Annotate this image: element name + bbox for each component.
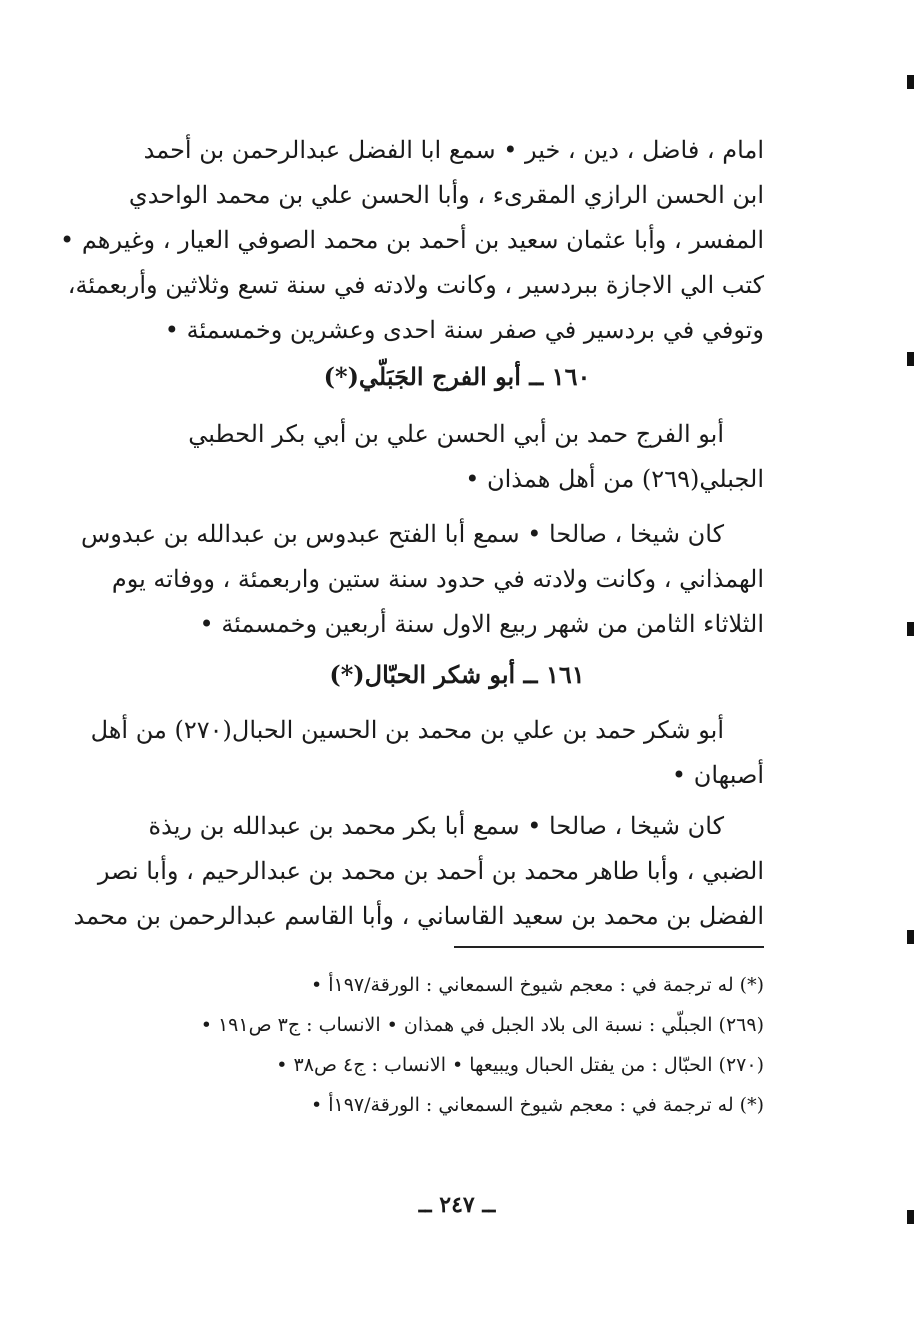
text-line: الفضل بن محمد بن سعيد القاساني ، وأبا القاسم عبدالرحمن بن محمد bbox=[73, 902, 764, 930]
page-number: ــ ٢٤٧ ــ bbox=[418, 1192, 496, 1218]
footnote: (*) له ترجمة في : معجم شيوخ السمعاني : الورقة/١٩٧أ • bbox=[310, 1094, 764, 1116]
entry-161-bio bbox=[90, 708, 764, 798]
text-line: كان شيخا ، صالحا • سمع أبا بكر محمد بن عبدالله بن ريذة bbox=[148, 812, 724, 840]
scan-edge-mark bbox=[907, 75, 914, 89]
entry-160-bio bbox=[124, 412, 764, 502]
text-line: أبو الفرج حمد بن أبي الحسن علي بن أبي بكر الحطبي bbox=[188, 420, 724, 448]
entry-160-text bbox=[81, 512, 764, 647]
text-line: أبو شكر حمد بن علي بن محمد بن الحسين الحبال(٢٧٠) من أهل bbox=[90, 716, 724, 744]
scan-edge-mark bbox=[907, 1210, 914, 1224]
text-line: وتوفي في بردسير في صفر سنة احدى وعشرين وخمسمئة • bbox=[164, 316, 764, 344]
text-line: الجبلي(٢٦٩) من أهل همذان • bbox=[465, 465, 764, 493]
text-line: كتب الي الاجازة ببردسير ، وكانت ولادته في سنة تسع وثلاثين وأربعمئة، bbox=[67, 271, 764, 299]
footnotes bbox=[124, 970, 764, 1130]
text-line: المفسر ، وأبا عثمان سعيد بن أحمد بن محمد الصوفي العيار ، وغيرهم • bbox=[60, 226, 764, 254]
text-line: الثلاثاء الثامن من شهر ربيع الاول سنة أربعين وخمسمئة • bbox=[199, 610, 764, 638]
scan-edge-mark bbox=[907, 352, 914, 366]
footnote-rule bbox=[454, 946, 764, 948]
footnote: (*) له ترجمة في : معجم شيوخ السمعاني : الورقة/١٩٧أ • bbox=[310, 974, 764, 996]
scan-edge-mark bbox=[907, 622, 914, 636]
entry-161-heading: ١٦١ ــ أبو شكر الحبّال(*) bbox=[329, 660, 585, 689]
entry-160-heading: ١٦٠ ــ أبو الفرج الجَبَلّي(*) bbox=[323, 362, 591, 391]
text-line: الهمذاني ، وكانت ولادته في حدود سنة ستين واربعمئة ، ووفاته يوم bbox=[111, 565, 764, 593]
text-line: كان شيخا ، صالحا • سمع أبا الفتح عبدوس بن عبدالله بن عبدوس bbox=[81, 520, 724, 548]
entry-161-text bbox=[73, 804, 764, 939]
previous-entry-text bbox=[60, 128, 764, 353]
text-line: أصبهان • bbox=[671, 761, 764, 789]
footnote: (٢٦٩) الجبلّي : نسبة الى بلاد الجبل في همذان • الانساب : ج٣ ص١٩١ • bbox=[200, 1014, 764, 1036]
text-line: ابن الحسن الرازي المقرىء ، وأبا الحسن علي بن محمد الواحدي bbox=[128, 181, 764, 209]
scan-edge-mark bbox=[907, 930, 914, 944]
footnote: (٢٧٠) الحبّال : من يفتل الحبال ويبيعها • الانساب : ج٤ ص٣٨ • bbox=[276, 1054, 764, 1076]
text-line: الضبي ، وأبا طاهر محمد بن أحمد بن محمد بن عبدالرحيم ، وأبا نصر bbox=[97, 857, 764, 885]
text-line: امام ، فاضل ، دين ، خير • سمع ابا الفضل عبدالرحمن بن أحمد bbox=[143, 136, 764, 164]
